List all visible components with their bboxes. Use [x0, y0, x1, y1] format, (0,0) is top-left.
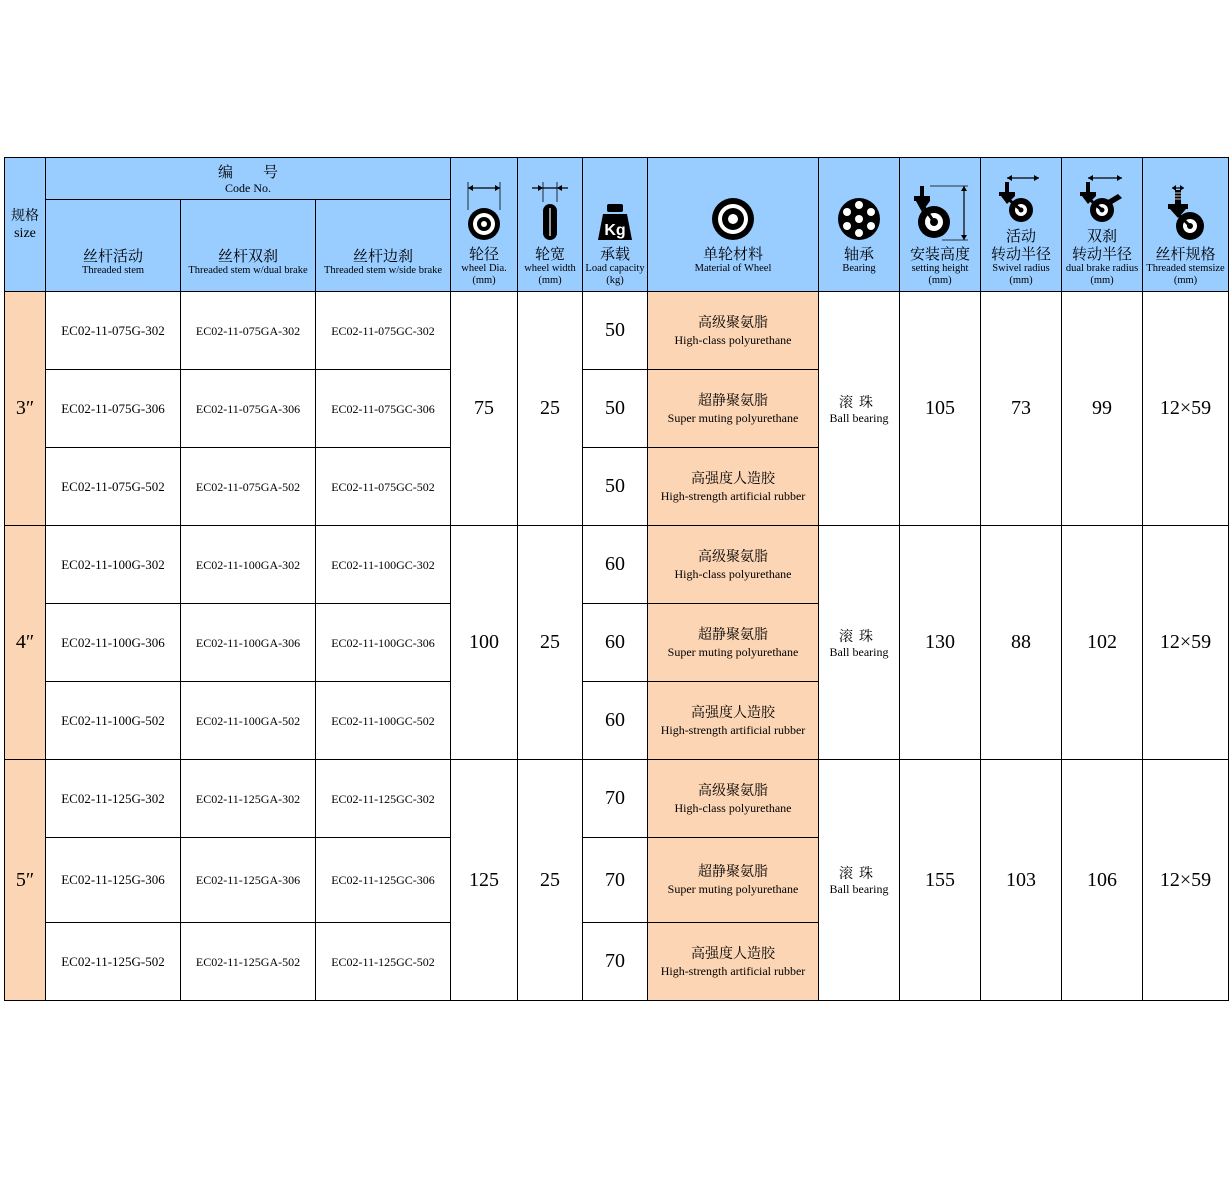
code-cell: EC02-11-100G-306 — [46, 604, 181, 682]
wheel-width-icon — [530, 180, 570, 242]
dual-radius-cell: 102 — [1062, 526, 1143, 760]
load-cell: 70 — [583, 923, 648, 1001]
load-cell: 70 — [583, 838, 648, 923]
table-row — [5, 760, 1229, 838]
material-cell: 超静聚氨脂 Super muting polyurethane — [648, 370, 819, 448]
code-cell: EC02-11-100GC-302 — [316, 526, 451, 604]
material-cell: 超静聚氨脂 Super muting polyurethane — [648, 838, 819, 923]
load-cell: 60 — [583, 682, 648, 760]
material-cell: 高强度人造胶 High-strength artificial rubber — [648, 448, 819, 526]
size-cell: 3″ — [5, 292, 46, 526]
material-cell: 高强度人造胶 High-strength artificial rubber — [648, 923, 819, 1001]
setting-height-header: 安装高度 setting height (mm) — [900, 158, 981, 292]
wheel-material-icon — [710, 196, 756, 242]
stem-size-header: 丝杆规格 Threaded stemsize (mm) — [1143, 158, 1229, 292]
wheel-width-cell: 25 — [518, 526, 583, 760]
code-cell: EC02-11-125G-302 — [46, 760, 181, 838]
dual-radius-header: 双刹 转动半径 dual brake radius (mm) — [1062, 158, 1143, 292]
code-cell: EC02-11-075GA-302 — [181, 292, 316, 370]
threaded-stem-icon — [1156, 184, 1216, 242]
wheel-width-header: 轮宽 wheel width (mm) — [518, 158, 583, 292]
stem-size-cell: 12×59 — [1143, 526, 1229, 760]
load-header: Kg 承载 Load capacity (kg) — [583, 158, 648, 292]
material-cell: 高级聚氨脂 High-class polyurethane — [648, 292, 819, 370]
swivel-radius-cell: 103 — [981, 760, 1062, 1001]
material-header: 单轮材料 Material of Wheel — [648, 158, 819, 292]
wheel-dia-cell: 125 — [451, 760, 518, 1001]
swivel-radius-cell: 73 — [981, 292, 1062, 526]
code-cell: EC02-11-075GC-502 — [316, 448, 451, 526]
swivel-radius-cell: 88 — [981, 526, 1062, 760]
dual-radius-cell: 106 — [1062, 760, 1143, 1001]
wheel-width-cell: 25 — [518, 292, 583, 526]
code-cell: EC02-11-100GA-306 — [181, 604, 316, 682]
load-cell: 50 — [583, 448, 648, 526]
code-cell: EC02-11-100GC-502 — [316, 682, 451, 760]
code-cell: EC02-11-100GA-502 — [181, 682, 316, 760]
setting-height-icon — [908, 184, 972, 242]
weight-icon — [595, 202, 635, 242]
bearing-cell: 滚珠 Ball bearing — [819, 526, 900, 760]
svg-text:Kg: Kg — [604, 222, 626, 239]
load-cell: 50 — [583, 370, 648, 448]
threaded-side-header: 丝杆边刹 Threaded stem w/side brake — [316, 200, 451, 292]
spec-table — [4, 157, 1229, 1001]
code-cell: EC02-11-125GA-306 — [181, 838, 316, 923]
setting-height-cell: 130 — [900, 526, 981, 760]
code-cell: EC02-11-075G-302 — [46, 292, 181, 370]
code-cell: EC02-11-125G-306 — [46, 838, 181, 923]
code-cell: EC02-11-075G-306 — [46, 370, 181, 448]
ball-bearing-icon — [836, 196, 882, 242]
code-cell: EC02-11-075G-502 — [46, 448, 181, 526]
setting-height-cell: 105 — [900, 292, 981, 526]
table-row — [5, 526, 1229, 604]
code-cell: EC02-11-075GC-302 — [316, 292, 451, 370]
code-no-header: 编 号 Code No. — [46, 158, 451, 200]
size-cell: 4″ — [5, 526, 46, 760]
material-cell: 超静聚氨脂 Super muting polyurethane — [648, 604, 819, 682]
size-cell: 5″ — [5, 760, 46, 1001]
swivel-radius-icon — [991, 174, 1051, 224]
stem-size-cell: 12×59 — [1143, 760, 1229, 1001]
material-cell: 高强度人造胶 High-strength artificial rubber — [648, 682, 819, 760]
code-cell: EC02-11-125GA-502 — [181, 923, 316, 1001]
material-cell: 高级聚氨脂 High-class polyurethane — [648, 760, 819, 838]
code-cell: EC02-11-125GC-306 — [316, 838, 451, 923]
code-cell: EC02-11-100GA-302 — [181, 526, 316, 604]
code-cell: EC02-11-125GC-302 — [316, 760, 451, 838]
threaded-dual-header: 丝杆双刹 Threaded stem w/dual brake — [181, 200, 316, 292]
load-cell: 70 — [583, 760, 648, 838]
load-cell: 60 — [583, 526, 648, 604]
wheel-diameter-icon — [464, 180, 504, 242]
swivel-radius-header: 活动 转动半径 Swivel radius (mm) — [981, 158, 1062, 292]
code-cell: EC02-11-100G-502 — [46, 682, 181, 760]
code-cell: EC02-11-075GC-306 — [316, 370, 451, 448]
bearing-header: 轴承 Bearing — [819, 158, 900, 292]
setting-height-cell: 155 — [900, 760, 981, 1001]
material-cell: 高级聚氨脂 High-class polyurethane — [648, 526, 819, 604]
load-cell: 50 — [583, 292, 648, 370]
code-cell: EC02-11-075GA-306 — [181, 370, 316, 448]
code-cell: EC02-11-075GA-502 — [181, 448, 316, 526]
code-cell: EC02-11-100G-302 — [46, 526, 181, 604]
code-cell: EC02-11-125G-502 — [46, 923, 181, 1001]
wheel-dia-cell: 75 — [451, 292, 518, 526]
size-header: 规格 size — [5, 158, 46, 292]
stem-size-cell: 12×59 — [1143, 292, 1229, 526]
dual-brake-radius-icon — [1072, 174, 1132, 224]
bearing-cell: 滚珠 Ball bearing — [819, 760, 900, 1001]
wheel-dia-cell: 100 — [451, 526, 518, 760]
code-cell: EC02-11-100GC-306 — [316, 604, 451, 682]
bearing-cell: 滚珠 Ball bearing — [819, 292, 900, 526]
dual-radius-cell: 99 — [1062, 292, 1143, 526]
load-cell: 60 — [583, 604, 648, 682]
wheel-width-cell: 25 — [518, 760, 583, 1001]
table-row — [5, 292, 1229, 370]
code-cell: EC02-11-125GC-502 — [316, 923, 451, 1001]
code-cell: EC02-11-125GA-302 — [181, 760, 316, 838]
threaded-stem-header: 丝杆活动 Threaded stem — [46, 200, 181, 292]
wheel-dia-header: 轮径 wheel Dia. (mm) — [451, 158, 518, 292]
